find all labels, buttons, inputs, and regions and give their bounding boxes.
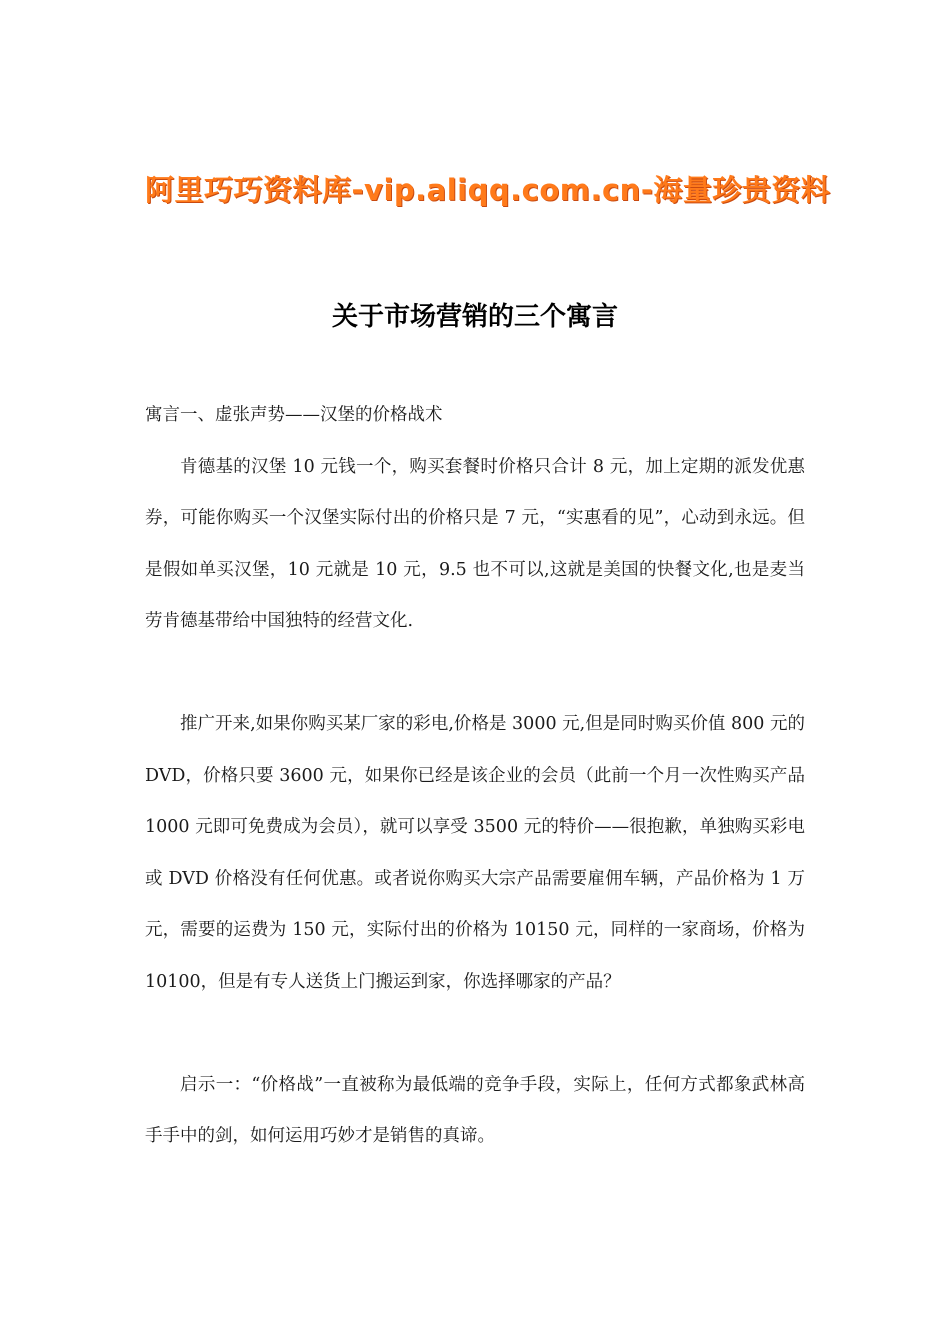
watermark-banner: 阿里巧巧资料库-vip.aliqq.com.cn-海量珍贵资料	[145, 173, 831, 207]
paragraph-bundle-pricing: 推广开来,如果你购买某厂家的彩电,价格是 3000 元,但是同时购买价值 800 元的 DVD，价格只要 3600 元，如果你已经是该企业的会员（此前一个月一次性购买产品 1000 元即可免费成为会员），就可以享受 3500 元的特价——很抱歉，单独购买彩电或 DVD 价格没有任何优惠。或者说你购买大宗产品需要雇佣车辆，产品价格为 1 万元，需要的运费为 150 元，实际付出的价格为 10150 元，同样的一家商场，价格为 10100，但是有专人送货上门搬运到家，你选择哪家的产品？	[145, 714, 805, 992]
paragraph-insight-one: 启示一：“价格战”一直被称为最低端的竞争手段，实际上，任何方式都象武林高手手中的剑，如何运用巧妙才是销售的真谛。	[145, 1074, 805, 1146]
paragraph-spacer	[145, 1008, 805, 1060]
document-title: 关于市场营销的三个寓言	[331, 302, 618, 333]
paragraph-spacer	[145, 648, 805, 700]
paragraph-hamburger-pricing: 肯德基的汉堡 10 元钱一个，购买套餐时价格只合计 8 元，加上定期的派发优惠券，可能你购买一个汉堡实际付出的价格只是 7 元，“实惠看的见”，心动到永远。但是假如单买汉堡，10 元就是 10 元，9.5 也不可以,这就是美国的快餐文化,也是麦当劳肯德基带给中国独特的经营文化.	[145, 456, 805, 631]
section-heading: 寓言一、虚张声势——汉堡的价格战术	[145, 405, 443, 425]
document-body	[145, 390, 805, 1163]
